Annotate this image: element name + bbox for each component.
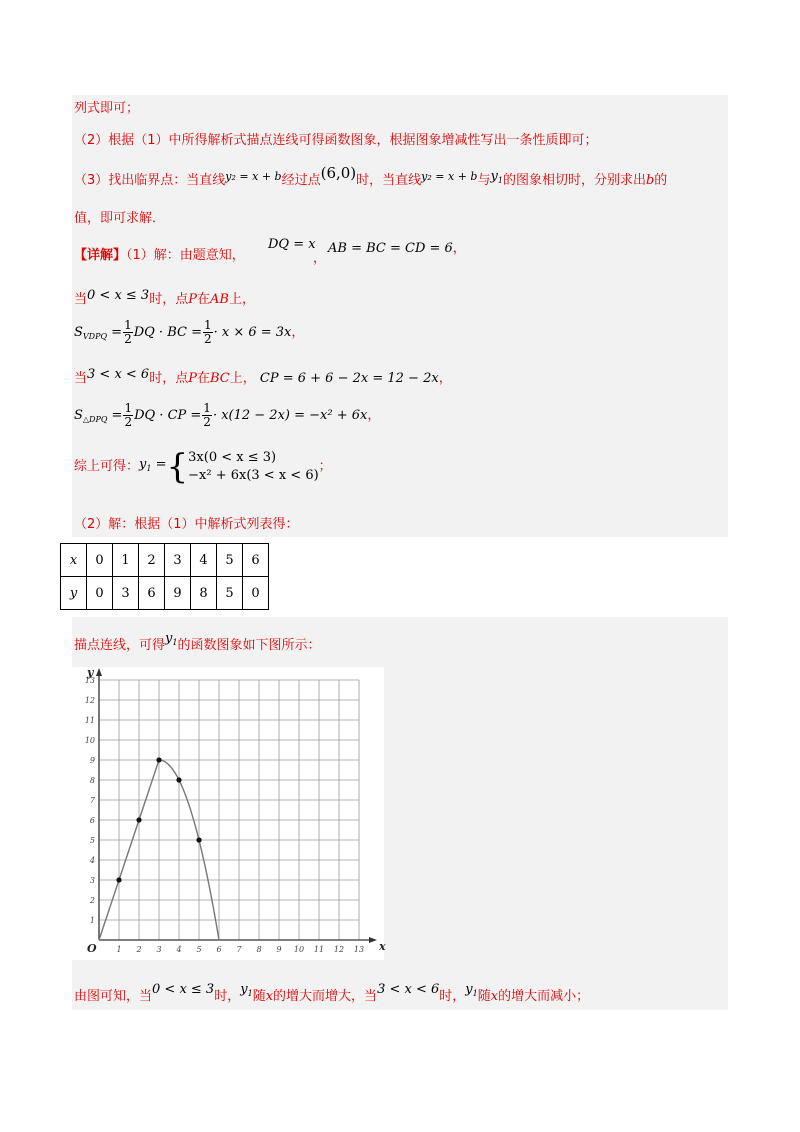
math-cp: CP = 6 + 6 − 2x = 12 − 2x: [259, 371, 439, 386]
table-row-y: [61, 577, 269, 610]
table-cell: 4: [191, 544, 217, 577]
graph-intro-b: 的函数图象如下图所示：: [177, 638, 321, 653]
conclusion-f: 随: [477, 989, 491, 1004]
given-abc: [328, 240, 466, 258]
x-axis-label: x: [379, 940, 386, 953]
table-cell: 3: [165, 544, 191, 577]
given-dq: [268, 236, 316, 254]
conclusion-c: 随: [252, 989, 266, 1004]
intro-line-4: [74, 210, 165, 228]
math-s1-lhs: $S_{VDPQ}$ =: [74, 325, 123, 341]
math-y2-line: y₂ = x + b: [225, 170, 282, 183]
area-formula-2: [74, 402, 380, 429]
table-cell: 3: [113, 577, 139, 610]
table-cell: 6: [139, 577, 165, 610]
data-point: [196, 837, 201, 842]
comma-4: ，: [438, 371, 452, 386]
y-tick-label: 7: [89, 796, 95, 805]
y-tick-label: 4: [89, 856, 95, 865]
x-tick-label: 8: [256, 945, 262, 954]
given-comma: [313, 250, 326, 268]
half-fraction-3: $\frac{1}{2}$: [124, 401, 133, 429]
math-x-c2: x: [490, 989, 499, 1004]
conclusion-line: [74, 981, 589, 1006]
x-tick-label: 13: [353, 945, 365, 954]
case2-a: 当: [74, 371, 88, 386]
intro-text-3d: 与: [477, 173, 491, 188]
y-tick-label: 8: [89, 776, 95, 785]
comma-2: ，: [452, 241, 466, 256]
math-AB: AB: [210, 292, 229, 307]
math-range1: 0 < x ≤ 3: [87, 288, 150, 303]
x-tick-label: 3: [156, 945, 162, 954]
y-tick-label: 6: [89, 816, 95, 825]
y-tick-label: 11: [84, 716, 95, 725]
half-fraction-2: $\frac{1}{2}$: [203, 318, 212, 346]
graph-intro-a: 描点连线，可得: [74, 638, 166, 653]
y-tick-label: 13: [84, 676, 95, 685]
table-cell: 5: [217, 577, 243, 610]
comma-3: ，: [291, 325, 305, 340]
intro-text-3c: 时，当直线: [356, 173, 422, 188]
math-s1-rhs: DQ · BC =: [133, 325, 202, 340]
intro-line-3: [74, 164, 667, 190]
graph-intro-line: [74, 630, 320, 655]
y-tick-label: 9: [89, 756, 95, 765]
case-bottom: −x² + 6x(3 < x < 6): [188, 468, 319, 483]
math-y2-line-2: y₂ = x + b: [421, 170, 478, 183]
math-point: (6,0): [320, 164, 357, 182]
math-P: P: [188, 292, 197, 307]
left-brace: {: [166, 447, 189, 487]
case2-line: [74, 366, 452, 388]
comma-1: ，: [313, 251, 327, 266]
x-tick-label: 7: [236, 945, 242, 954]
grid-lines: [99, 680, 359, 940]
origin-label: O: [87, 942, 97, 955]
case2-c: 在: [196, 371, 210, 386]
value-table: [60, 543, 269, 610]
intro-text-3e: 的图象相切时，分别求出: [502, 173, 646, 188]
math-s2-rhs: DQ · CP =: [134, 408, 202, 423]
part2-line: [74, 516, 299, 534]
table-cell: 2: [139, 544, 165, 577]
table-row-x: [61, 544, 269, 577]
math-y1-c1: $y_1$: [240, 982, 253, 998]
table-cell: 6: [243, 544, 269, 577]
table-cell: 0: [87, 577, 113, 610]
math-P-2: P: [188, 371, 197, 386]
comma-5: ，: [367, 408, 381, 423]
case2-b: 时，点: [149, 371, 189, 386]
case1-b: 时，点: [149, 292, 189, 307]
math-abc: AB = BC = CD = 6: [328, 241, 453, 256]
math-s2-end: · x(12 − 2x) = −x² + 6x: [212, 408, 368, 423]
x-tick-label: 1: [116, 945, 122, 954]
x-tick-label: 5: [196, 945, 202, 954]
y-tick-label: 2: [89, 896, 95, 905]
case1-a: 当: [74, 292, 88, 307]
table-cell: 0: [243, 577, 269, 610]
case-top: 3x(0 < x ≤ 3): [188, 450, 277, 465]
intro-text-4: 值，即可求解．: [74, 211, 166, 226]
math-BC: BC: [210, 371, 230, 386]
intro-text-2: （2）根据（1）中所得解析式描点连线可得函数图象，根据图象增减性写出一条性质即可；: [74, 133, 598, 148]
intro-text-1: 列式即可；: [74, 101, 140, 116]
x-tick-label: 12: [333, 945, 345, 954]
detail-part1: （1）解：由题意知，: [126, 248, 245, 263]
math-y1-graph: $y_1$: [165, 631, 178, 647]
y-tick-label: 3: [89, 876, 95, 885]
math-x-c1: x: [265, 989, 274, 1004]
y-axis-arrow: [96, 668, 102, 676]
y-axis-label: y: [87, 666, 94, 679]
table-cell: 1: [113, 544, 139, 577]
x-tick-label: 9: [276, 945, 282, 954]
data-point: [136, 817, 141, 822]
x-axis-arrow: [369, 937, 377, 943]
y-tick-label: 10: [84, 736, 95, 745]
intro-text-3b: 经过点: [281, 173, 321, 188]
intro-line-1: [74, 100, 139, 118]
conclusion-g: 的增大而减小；: [498, 989, 590, 1004]
data-point: [116, 877, 121, 882]
table-cell: 5: [217, 544, 243, 577]
math-range1-2: 0 < x ≤ 3: [152, 982, 215, 997]
summary-line: [74, 449, 332, 485]
axes: [96, 668, 377, 943]
conclusion-b: 时，: [214, 989, 241, 1004]
conclusion-e: 时，: [439, 989, 466, 1004]
half-fraction-1: $\frac{1}{2}$: [124, 318, 132, 346]
x-tick-label: 2: [136, 945, 142, 954]
detail-tag: 【详解】: [74, 248, 127, 263]
x-tick-label: 6: [216, 945, 222, 954]
math-dq: DQ = x: [268, 237, 316, 252]
x-tick-label: 4: [176, 945, 182, 954]
data-point: [176, 777, 181, 782]
half-fraction-4: $\frac{1}{2}$: [203, 401, 211, 429]
math-s2-lhs: $S_{\triangle DPQ}$ =: [74, 408, 123, 424]
y-tick-label: 5: [89, 836, 95, 845]
x-tick-label: 11: [313, 945, 325, 954]
y-tick-label: 1: [89, 916, 95, 925]
x-tick-label: 10: [293, 945, 305, 954]
table-header-x: x: [61, 544, 87, 577]
intro-line-2: [74, 132, 598, 150]
detail-line-1: [74, 247, 245, 265]
math-b: b: [645, 173, 655, 188]
math-y1-c2: $y_1$: [465, 982, 478, 998]
case1-d: 上，: [228, 292, 255, 307]
conclusion-d: 的增大而增大，当: [273, 989, 378, 1004]
conclusion-a: 由图可知，当: [74, 989, 153, 1004]
summary-a: 综上可得：: [74, 459, 140, 474]
summary-b: ；: [318, 459, 332, 474]
data-point: [156, 757, 161, 762]
tick-labels: [85, 666, 386, 955]
case1-line: [74, 287, 255, 309]
math-range2: 3 < x < 6: [87, 367, 150, 382]
table-cell: 8: [191, 577, 217, 610]
case2-d: 上，: [229, 371, 256, 386]
math-y1-lhs: $y_1$ =: [139, 457, 167, 473]
function-graph: [72, 667, 384, 960]
table-cell: 9: [165, 577, 191, 610]
math-s1-end: · x × 6 = 3x: [213, 325, 292, 340]
piecewise-cases: [188, 449, 319, 485]
y-tick-label: 12: [84, 696, 95, 705]
math-y1: $y_1$: [490, 169, 503, 185]
intro-text-3f: 的: [654, 173, 668, 188]
math-range2-2: 3 < x < 6: [377, 982, 440, 997]
part2-text: （2）解：根据（1）中解析式列表得：: [74, 517, 299, 532]
table-cell: 0: [87, 544, 113, 577]
area-formula-1: [74, 319, 304, 346]
intro-text-3a: （3）找出临界点：当直线: [74, 173, 226, 188]
case1-c: 在: [196, 292, 210, 307]
table-header-y: y: [61, 577, 87, 610]
